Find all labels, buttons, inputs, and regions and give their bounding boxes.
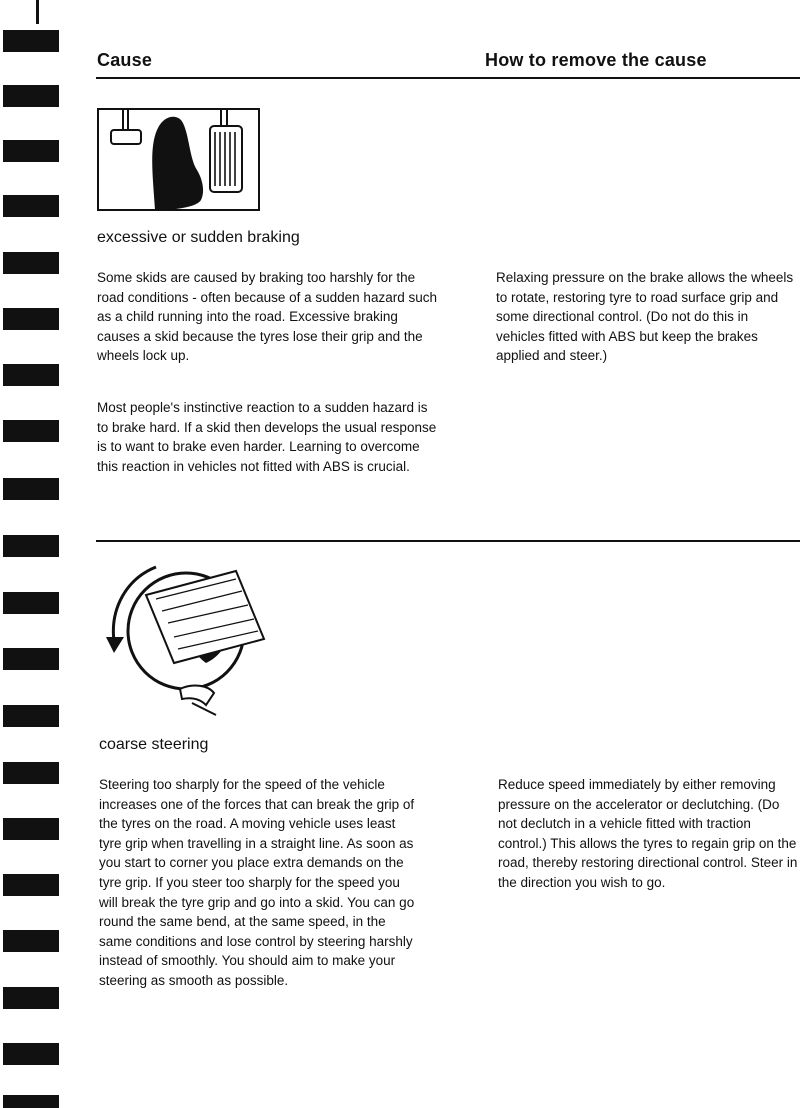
cause-column-header: Cause <box>97 50 153 70</box>
steering-wheel-hands-icon <box>96 553 268 719</box>
braking-cause-paragraph-1: Some skids are caused by braking too harshly for the road conditions - often because of a sudden hazard such as a child running into the road. Excessive braking causes a skid because the tyres lose their grip and the wheels lock up. <box>97 270 437 364</box>
pedals-foot-icon <box>97 108 260 211</box>
section-divider <box>96 540 800 542</box>
header-rule <box>96 77 800 79</box>
section-title-braking: excessive or sudden braking <box>97 229 300 246</box>
steering-remedy-paragraph: Reduce speed immediately by either removing pressure on the accelerator or declutching. (Do not declutch in a vehicle fitted with traction control.) This allows the tyres to regain grip on the road, thereby restoring directional control. Steer in the direction you wish to go. <box>498 777 798 890</box>
braking-cause-paragraph-2: Most people's instinctive reaction to a sudden hazard is to brake hard. If a skid then develops the usual response is to want to brake even harder. Learning to overcome this reaction in vehicles not fitted with ABS is crucial. <box>97 400 437 474</box>
section-title-steering: coarse steering <box>99 736 209 753</box>
steering-cause-paragraph: Steering too sharply for the speed of the vehicle increases one of the forces that can break the grip of the tyres on the road. A moving vehicle uses least tyre grip when travelling in a straight line. As soon as you start to corner you place extra demands on the tyre grip. If you steer too sharply for the speed you will break the tyre grip and go into a skid. You can go round the same bend, at the same speed, in the same conditions and lose control by steering harshly instead of smoothly. You should aim to make your steering as smooth as possible. <box>99 777 415 988</box>
binding-edge <box>0 0 64 1108</box>
braking-remedy-paragraph: Relaxing pressure on the brake allows the wheels to rotate, restoring tyre to road surface grip and some directional control. (Do not do this in vehicles fitted with ABS but keep the brakes applied and steer.) <box>496 270 794 364</box>
remedy-column-header: How to remove the cause <box>485 50 707 70</box>
